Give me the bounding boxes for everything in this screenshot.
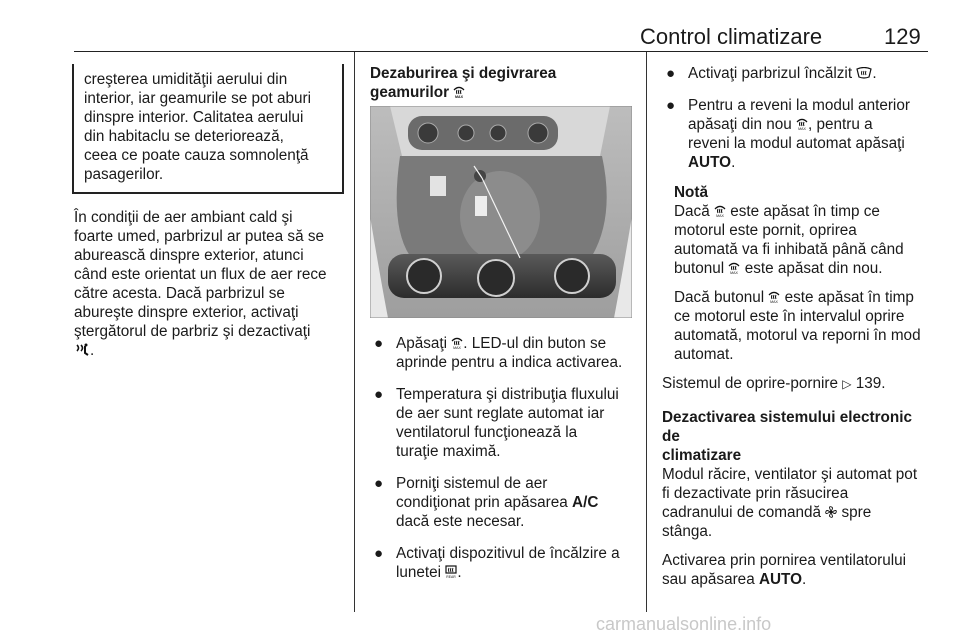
defrost-steps-list-continued <box>662 64 930 172</box>
max-defrost-icon <box>451 336 463 349</box>
column-divider-2 <box>646 52 647 612</box>
page-header-title: Control climatizare <box>640 24 823 49</box>
bullet-dot: ● <box>666 97 676 114</box>
notice-line: interior, iar geamurile se pot aburi <box>84 90 312 107</box>
ac-button-label: A/C <box>572 494 599 511</box>
paragraph-line: În condiţii de aer ambiant cald şi <box>74 209 293 226</box>
paragraph-line: aburească dinspre exterior, atunci <box>74 247 304 264</box>
max-defrost-icon <box>728 261 740 274</box>
site-watermark: carmanualsonline.info <box>596 614 772 634</box>
svg-text:MAX: MAX <box>716 213 724 217</box>
auto-button-label: AUTO <box>688 154 732 171</box>
column-3 <box>662 64 930 589</box>
svg-text:MAX: MAX <box>453 345 462 349</box>
note-paragraph-2: Dacă butonul MAX este apăsat în timp ce motorul este în intervalul oprire automată, motorul va reporni în mod automat. <box>674 289 921 363</box>
page-ref-arrow-icon: ▷ <box>842 377 852 391</box>
notice-line: creşterea umidităţii aerului din <box>84 71 288 88</box>
paragraph-line: către acesta. Dacă parbrizul se <box>74 285 285 302</box>
defrost-steps-list <box>370 334 632 582</box>
bullet-dot: ● <box>374 545 384 562</box>
photo-climate-control-panel <box>370 106 632 318</box>
bullet-dot: ● <box>374 386 384 403</box>
column-2 <box>370 64 632 595</box>
page-ref-number: 139. <box>855 375 886 392</box>
paragraph-line: abureşte dinspre exterior, activaţi <box>74 304 299 321</box>
list-item: ● Activaţi parbrizul încălzit . <box>666 65 877 82</box>
fan-feet-icon <box>74 343 90 357</box>
list-item: ● Pentru a reveni la modul anterior apăsaţi din nou MAX , pentru a reveni la modul automat apăsaţi AUTO. <box>666 97 910 171</box>
notice-line: din habitaclu se deteriorează, <box>84 128 284 145</box>
note-block <box>662 183 930 364</box>
rear-window-defrost-icon <box>445 565 457 578</box>
fan-icon <box>825 506 837 518</box>
list-item: ● Apăsaţi MAX . LED-ul din buton se aprinde pentru a indica activarea. <box>374 335 623 371</box>
max-defrost-icon <box>796 117 808 130</box>
header-divider <box>74 51 928 52</box>
bullet-dot: ● <box>374 335 384 352</box>
warning-notice-box <box>72 64 344 194</box>
note-paragraph-1: Dacă MAX este apăsat în timp ce motorul este pornit, oprirea automată va fi inhibată până când butonul MAX este apăsat din nou. <box>674 203 904 277</box>
bullet-dot: ● <box>666 65 676 82</box>
bullet-dot: ● <box>374 475 384 492</box>
heading-line: geamurilor MAX <box>370 84 464 101</box>
paragraph-line <box>74 341 344 360</box>
notice-line: dinspre interior. Calitatea aerului <box>84 109 304 126</box>
svg-text:MAX: MAX <box>455 94 464 98</box>
list-item: ● Porniţi sistemul de aer condiţionat prin apăsarea A/C dacă este necesar. <box>374 475 599 530</box>
list-item: ● Temperatura şi distribuţia fluxului de aer sunt reglate automat iar ventilatorul funcţionează la turaţie maximă. <box>374 386 619 460</box>
max-defrost-icon <box>714 204 726 217</box>
svg-text:MAX: MAX <box>770 299 779 303</box>
humid-conditions-paragraph <box>74 208 344 360</box>
deactivate-paragraph: Modul răcire, ventilator şi automat pot fi dezactivate prin răsucirea cadranului de comandă spre stânga. <box>662 466 918 540</box>
section-heading-deactivate: Dezactivarea sistemului electronic de climatizare <box>662 409 912 464</box>
heading-line: Dezaburirea şi degivrarea <box>370 65 557 82</box>
heated-windscreen-icon <box>856 67 872 79</box>
auto-button-label: AUTO <box>758 571 803 588</box>
paragraph-line: ştergătorul de parbriz şi dezactivaţi <box>74 323 311 340</box>
column-divider-1 <box>354 52 355 612</box>
paragraph-line: când este orientat un flux de aer rece <box>74 266 327 283</box>
svg-text:MAX: MAX <box>730 270 739 274</box>
section-heading-defrost <box>370 64 632 102</box>
notice-line: ceea ce poate cauza somnolenţă <box>84 147 309 164</box>
column-1 <box>74 64 344 360</box>
reactivate-paragraph: Activarea prin pornirea ventilatorului sau apăsarea AUTO. <box>662 552 907 588</box>
svg-text:REAR: REAR <box>446 574 457 578</box>
page-number: 129 <box>884 24 921 49</box>
notice-line: pasagerilor. <box>84 166 164 183</box>
line-suffix: . <box>90 342 95 359</box>
cross-reference[interactable]: Sistemul de oprire-pornire ▷ 139. <box>662 375 886 392</box>
paragraph-line: foarte umed, parbrizul ar putea să se <box>74 228 324 245</box>
max-defrost-icon <box>768 290 780 303</box>
max-defrost-icon <box>453 85 465 98</box>
svg-text:MAX: MAX <box>798 126 806 130</box>
list-item: ● Activaţi dispozitivul de încălzire a lunetei REAR . <box>374 545 620 581</box>
note-title: Notă <box>674 184 708 201</box>
